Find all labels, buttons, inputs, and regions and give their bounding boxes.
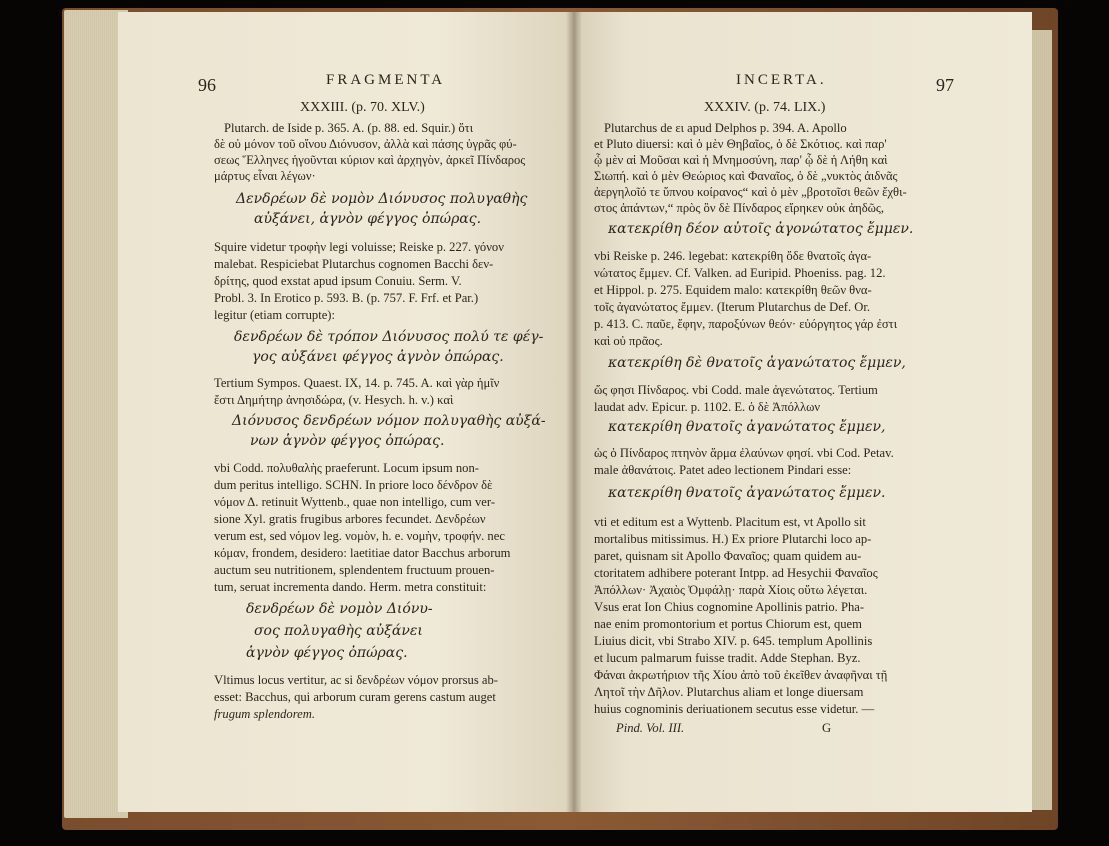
page-number: 97 (936, 75, 954, 95)
verse-line: δενδρέων δὲ νομὸν Διόνυ- (246, 601, 433, 617)
text-line: nae enim promontorium et portus Chiorum est, quem (594, 617, 862, 631)
text-line: στος ἁπάντων,“ πρὸς ὃν δὲ Πίνδαρος εἴρηκεν οὐκ ἀηδῶς, (594, 201, 885, 215)
text-line: legitur (etiam corrupte): (214, 308, 335, 322)
text-line: Vsus erat Ion Chius cognomine Apollinis patrio. Pha- (594, 600, 865, 614)
text-line: Probl. 3. In Erotico p. 593. B. (p. 757. F. Frf. et Par.) (214, 291, 479, 305)
section-heading: XXXIV. (p. 74. LIX.) (704, 100, 826, 115)
verse-line: δενδρέων δὲ τρόπον Διόνυσος πολύ τε φέγ- (234, 329, 544, 345)
text-line: Σιωπή. καὶ ὁ μὲν Θεώριος καὶ Φαναῖος, ὁ δὲ „νυκτὸς ἀιδνᾶς (594, 169, 898, 183)
right-page (574, 12, 1032, 812)
verse-line: κατεκρίθη δέον αὐτοῖς ἀγονώτατος ἔμμεν. (608, 221, 914, 237)
text-line: νώτατος ἔμμεν. Cf. Valken. ad Euripid. Phoeniss. pag. 12. (594, 266, 886, 280)
text-line: male ἀθανάτοις. Patet adeo lectionem Pindari esse: (594, 463, 852, 477)
text-line: malebat. Respiciebat Plutarchus cognomen Bacchi δεν- (214, 257, 494, 271)
text-line: auctum seu nutritionem, splendentem fructuum prouen- (214, 563, 495, 577)
text-line: Ἀπόλλων· Ἀχαιὸς Ὀμφάλῃ· παρὰ Χίοις οὕτω λέγεται. (594, 583, 868, 597)
verse-line: νων ἁγνὸν φέγγος ὀπώρας. (250, 433, 445, 449)
verse-line: Δενδρέων δὲ νομὸν Διόνυσος πολυγαθὴς (236, 191, 528, 207)
text-line: p. 413. C. παῦε, ἔφην, παροξύνων θεόν· εὐόργητος γάρ ἐστι (594, 317, 898, 331)
text-line: et lucum palmarum fuisse tradit. Adde Stephan. Byz. (594, 651, 861, 665)
text-line: vbi Reiske p. 246. legebat: κατεκρίθη ὅδε θνατοῖς ἀγα- (594, 249, 872, 263)
verse-line: κατεκρίθη θνατοῖς ἀγανώτατος ἔμμεν. (608, 485, 886, 501)
left-page (118, 12, 574, 812)
text-line: ctoritatem adhibere poterant Intpp. ad Hesychii Φαναῖος (594, 566, 878, 580)
text-line: paret, quisnam sit Apollo Φαναῖος; quam quidem au- (594, 549, 862, 563)
text-line: et Hippol. p. 275. Equidem malo: κατεκρίθη θεῶν θνα- (594, 283, 872, 297)
text-line: ἀεργηλοῖό τε ὕπνου κοίρανος“ καὶ ὁ μὲν „βροτοῖσι θεῶν ἔχθι- (594, 185, 907, 199)
page-edges-right (1030, 30, 1052, 810)
text-line: Φάναι ἀκρωτήριον τῆς Χίου ἀπὸ τοῦ ἐκεῖθεν ἀναφῆναι τῇ (594, 668, 888, 682)
text-line: sione Xyl. gratis frugibus arbores fecundet. Δενδρέων (214, 512, 486, 526)
text-line: mortalibus mitissimus. H.) Ex priore Plutarchi loco ap- (594, 532, 872, 546)
text-line: ὥς φησι Πίνδαρος. vbi Codd. male ἀγενώτατος. Tertium (594, 383, 878, 397)
verse-line: αὐξάνει, ἁγνὸν φέγγος ὀπώρας. (254, 211, 482, 227)
text-line: καὶ οὐ πρᾶος. (594, 334, 663, 348)
running-title: FRAGMENTA (326, 72, 446, 88)
text-line: κόμαν, frondem, desidero: laetitiae dator Bacchus arborum (214, 546, 511, 560)
text-line: ὡς ὁ Πίνδαρος πτηνὸν ἅρμα ἐλαύνων φησί. vbi Cod. Petav. (594, 446, 894, 460)
text-line: σεως Ἕλληνες ἡγοῦνται κύριον καὶ ἀρχηγὸν, ἀρκεῖ Πίνδαρος (214, 153, 526, 167)
text-line: esset: Bacchus, qui arborum curam gerens castum auget (214, 690, 496, 704)
text-line: Λητοῖ τὴν Δῆλον. Plutarchus aliam et longe diuersam (594, 685, 864, 699)
signature-letter: G (822, 721, 832, 735)
verse-line: κατεκρίθη θνατοῖς ἀγανώτατος ἔμμεν, (608, 419, 886, 435)
verse-line: Διόνυσος δενδρέων νόμον πολυγαθὴς αὐξά- (232, 413, 546, 429)
verse-line: ἁγνὸν φέγγος ὀπώρας. (246, 645, 408, 661)
text-line: ἔστι Δημήτηρ ἀνησιδώρα, (v. Hesych. h. v.) καὶ (214, 393, 454, 407)
text-line: μάρτυς εἶναι λέγων· (214, 169, 316, 183)
signature-mark: Pind. Vol. III. (616, 721, 685, 735)
text-line: Squire videtur τροφὴν legi voluisse; Reiske p. 227. γόνον (214, 240, 504, 254)
text-line: Liuius dicit, vbi Strabo XIV. p. 645. templum Apollinis (594, 634, 873, 648)
book-gutter (566, 12, 582, 812)
verse-line: γος αὐξάνει φέγγος ἁγνὸν ὀπώρας. (252, 349, 504, 365)
text-line: δὲ οὐ μόνον τοῦ οἴνου Διόνυσον, ἀλλὰ καὶ πάσης ὑγρᾶς φύ- (214, 137, 517, 151)
text-line: frugum splendorem. (214, 707, 315, 721)
page-number: 96 (198, 75, 216, 95)
verse-line: σος πολυγαθὴς αὐξάνει (254, 623, 423, 639)
text-line: laudat adv. Epicur. p. 1102. E. ὁ δὲ Ἀπόλλων (594, 400, 821, 414)
text-line: vbi Codd. πολυθαλὴς praeferunt. Locum ipsum non- (214, 461, 479, 475)
text-line: et Pluto diuersi: καὶ ὁ μὲν Θηβαῖος, ὁ δὲ Σκότιος. καὶ παρ' (594, 137, 887, 151)
text-line: Plutarch. de Iside p. 365. A. (p. 88. ed. Squir.) ὅτι (224, 121, 474, 135)
section-heading: XXXIII. (p. 70. XLV.) (300, 100, 425, 115)
text-line: tum, seruat incrementa dando. Herm. metra constituit: (214, 580, 487, 594)
text-line: Plutarchus de ει apud Delphos p. 394. A. Apollo (604, 121, 847, 135)
text-line: ᾧ μὲν αἱ Μοῦσαι καὶ ἡ Μνημοσύνη, παρ' ᾧ δὲ ἡ Λήθη καὶ (594, 153, 888, 167)
text-line: νόμον Δ. retinuit Wyttenb., quae non intelligo, cum ver- (214, 495, 496, 509)
text-line: vti et editum est a Wyttenb. Placitum est, vt Apollo sit (594, 515, 866, 529)
text-line: Tertium Sympos. Quaest. IX, 14. p. 745. A. καὶ γὰρ ἡμῖν (214, 376, 500, 390)
verse-line: κατεκρίθη δὲ θνατοῖς ἀγανώτατος ἔμμεν, (608, 355, 906, 371)
text-line: verum est, sed νόμον leg. νομὸν, h. e. νομὴν, τροφήν. nec (214, 529, 505, 543)
text-line: dum peritus intelligo. SCHN. In priore loco δένδρον δὲ (214, 478, 493, 492)
running-title: INCERTA. (736, 72, 827, 88)
text-line: δρίτης, quod exstat apud ipsum Conuiu. Serm. V. (214, 274, 462, 288)
text-line: Vltimus locus vertitur, ac si δενδρέων νόμον prorsus ab- (214, 673, 498, 687)
text-line: τοῖς ἀγανώτατος ἔμμεν. (Iterum Plutarchus de Def. Or. (594, 300, 871, 314)
text-line: huius cognominis deriuationem secutus esse videtur. — (594, 702, 875, 716)
